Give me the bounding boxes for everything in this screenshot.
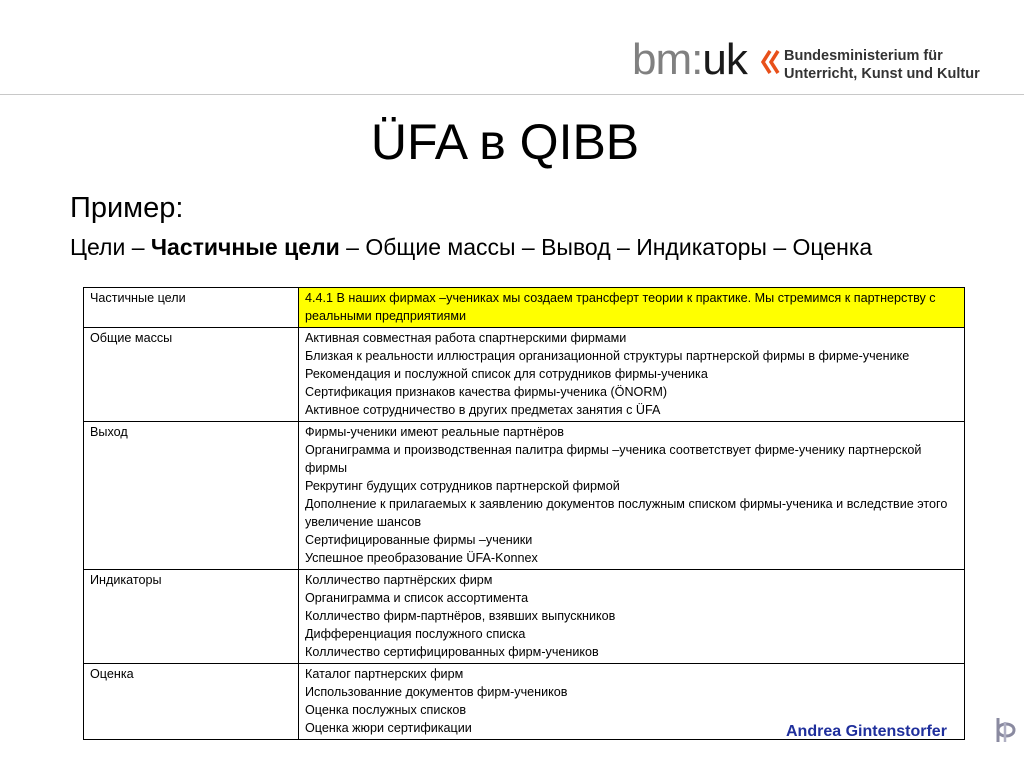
content-line: Близкая к реальности иллюстрация организационной структуры партнерской фирмы в фирме-ученике (305, 349, 910, 363)
author-logo-icon (994, 716, 1020, 744)
content-line: Колличество фирм-партнёров, взявших выпускников (305, 609, 616, 623)
content-line: Органиграмма и производственная палитра фирмы –ученика соответствует фирме-ученику партнерской фирмы (305, 443, 922, 475)
table-row (84, 570, 965, 664)
row-label: Частичные цели (84, 288, 299, 328)
content-line: Дифференциация послужного списка (305, 627, 526, 641)
goal-chain-current: Частичные цели (150, 234, 340, 260)
content-line: Активное сотрудничество в других предметах занятия с ÜFA (305, 403, 661, 417)
row-content (299, 328, 965, 422)
slide-title: ÜFA в QIBB (370, 114, 640, 170)
goal-chain-rest: – Общие массы – Вывод – Индикаторы – Оценка (339, 234, 873, 260)
bmukk-logo (632, 36, 992, 86)
content-line: Колличество партнёрских фирм (305, 573, 493, 587)
goal-chain-start: Цели – (70, 234, 151, 260)
content-line: Органиграмма и список ассортимента (305, 591, 529, 605)
table-row (84, 288, 965, 328)
row-label: Индикаторы (84, 570, 299, 664)
content-line: Дополнение к прилагаемых к заявлению документов послужным списком фирмы-ученика и вследствие этого увеличение шансов (305, 497, 948, 529)
row-label: Общие массы (84, 328, 299, 422)
content-line: Рекомендация и послужной список для сотрудников фирмы-ученика (305, 367, 708, 381)
row-label: Оценка (84, 664, 299, 740)
logo-mark-left: bm: (632, 35, 703, 84)
slide-header (0, 0, 1024, 95)
content-line: Использованние документов фирм-учеников (305, 685, 568, 699)
content-line: Оценка послужных списков (305, 703, 467, 717)
content-line: Сертификация признаков качества фирмы-ученика (ÖNORM) (305, 385, 668, 399)
content-line: Каталог партнерских фирм (305, 667, 464, 681)
qibb-table (83, 287, 965, 740)
author-name: Andrea Gintenstorfer (786, 723, 947, 740)
logo-chevron-icon (761, 49, 781, 75)
logo-mark (632, 36, 747, 84)
row-content (299, 422, 965, 570)
logo-text-line2: Unterricht, Kunst und Kultur (784, 66, 980, 82)
content-line: Оценка жюри сертификации (305, 721, 472, 735)
content-line: Фирмы-ученики имеют реальные партнёров (305, 425, 564, 439)
header-divider (0, 94, 1024, 95)
row-content (299, 570, 965, 664)
logo-text (784, 47, 980, 83)
content-line: Активная совместная работа спартнерскими фирмами (305, 331, 627, 345)
row-content (299, 288, 965, 328)
content-line: Сертифицированные фирмы –ученики (305, 533, 533, 547)
logo-mark-right: uk (702, 35, 747, 84)
content-line: 4.4.1 В наших фирмах –учениках мы создаем трансферт теории к практике. Мы стремимся к партнерству с реальными предприятиями (305, 291, 936, 323)
goal-chain (70, 232, 1000, 262)
row-label: Выход (84, 422, 299, 570)
content-line: Рекрутинг будущих сотрудников партнерской фирмой (305, 479, 620, 493)
table-row (84, 328, 965, 422)
content-line: Успешное преобразование ÜFA-Konnex (305, 551, 538, 565)
content-line: Колличество сертифицированных фирм-учеников (305, 645, 599, 659)
logo-text-line1: Bundesministerium für (784, 48, 943, 64)
example-label: Пример: (70, 192, 184, 224)
table-row (84, 422, 965, 570)
